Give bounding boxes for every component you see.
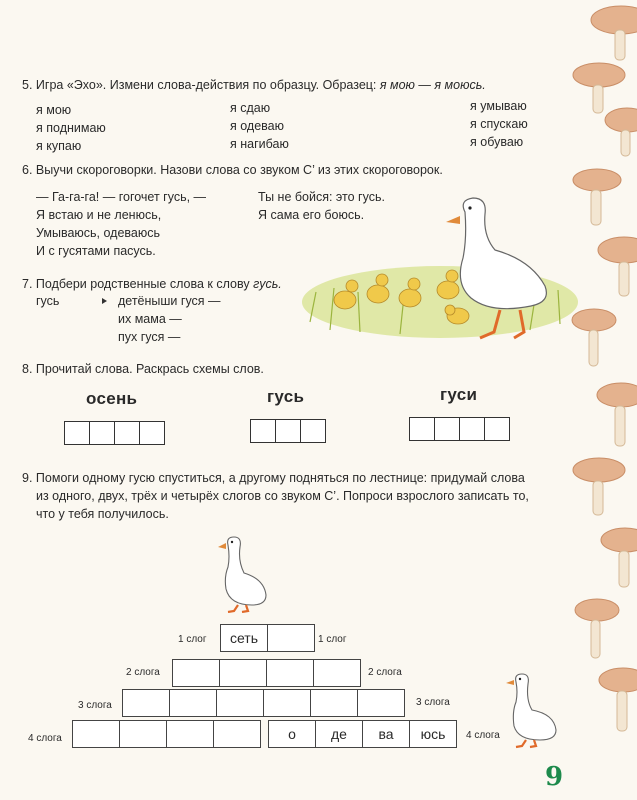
scheme-cell[interactable] xyxy=(276,420,301,442)
label-1-syllable-left: 1 слог xyxy=(178,634,207,645)
task7-base-word: гусь xyxy=(36,294,60,308)
task6-poem2: Ты не бойся: это гусь. Я сама его боюсь. xyxy=(258,190,385,222)
ladder-cell[interactable] xyxy=(219,659,267,687)
goose-top-illustration xyxy=(214,535,270,613)
scheme-cell[interactable] xyxy=(485,418,509,440)
label-4-syllables-right: 4 слога xyxy=(466,730,500,741)
scheme-cell[interactable] xyxy=(410,418,435,440)
scheme-cell[interactable] xyxy=(115,422,140,444)
ladder-cell-syllable[interactable]: де xyxy=(315,720,363,748)
ladder-cell[interactable] xyxy=(213,720,261,748)
label-4-syllables-left: 4 слога xyxy=(28,733,62,744)
ladder-cell[interactable] xyxy=(172,659,220,687)
page-number: 9 xyxy=(545,762,564,792)
task9-heading: 9. Помоги одному гусю спуститься, а другому подняться по лестнице: придумай слова из одного, двух, трёх и четырёх слогов со звуком С’. Попроси взрослого записать то, что у тебя получилось. xyxy=(22,471,529,521)
ladder-cell[interactable] xyxy=(216,689,264,717)
ladder-cell-syllable[interactable]: ва xyxy=(362,720,410,748)
ladder-cell[interactable] xyxy=(72,720,120,748)
ladder-cell[interactable] xyxy=(357,689,405,717)
label-2-syllables-left: 2 слога xyxy=(126,667,160,678)
ladder-cell[interactable] xyxy=(267,624,315,652)
task5-heading: 5. Игра «Эхо». Измени слова-действия по образцу. Образец: я мою — я моюсь. xyxy=(22,78,486,92)
scheme-osen[interactable] xyxy=(64,421,165,445)
task7-heading: 7. Подбери родственные слова к слову гусь. xyxy=(22,277,282,291)
arrow-right-icon xyxy=(102,298,107,304)
task5-col1: я мою я поднимаю я купаю xyxy=(36,103,106,153)
goose-bottom-illustration xyxy=(500,668,562,750)
scheme-cell[interactable] xyxy=(251,420,276,442)
scheme-gusi[interactable] xyxy=(409,417,510,441)
label-2-syllables-right: 2 слога xyxy=(368,667,402,678)
label-3-syllables-left: 3 слога xyxy=(78,700,112,711)
scheme-cell[interactable] xyxy=(140,422,164,444)
task5-col3: я умываю я спускаю я обуваю xyxy=(470,99,528,149)
ladder-cell[interactable] xyxy=(266,659,314,687)
mushroom-border-illustration xyxy=(569,0,637,800)
scheme-cell[interactable] xyxy=(435,418,460,440)
ladder-cell[interactable] xyxy=(263,689,311,717)
ladder-cell[interactable] xyxy=(122,689,170,717)
ladder-cell-syllable[interactable]: юсь xyxy=(409,720,457,748)
task5-col2: я сдаю я одеваю я нагибаю xyxy=(230,101,289,151)
word-gusi: гуси xyxy=(440,385,478,404)
ladder-cell[interactable] xyxy=(166,720,214,748)
scheme-cell[interactable] xyxy=(460,418,485,440)
ladder-cell[interactable] xyxy=(169,689,217,717)
task8-heading: 8. Прочитай слова. Раскрась схемы слов. xyxy=(22,362,264,376)
task7-items: детёныши гуся — их мама — пух гуся — xyxy=(118,294,221,344)
label-3-syllables-right: 3 слога xyxy=(416,697,450,708)
ladder-cell[interactable] xyxy=(119,720,167,748)
task6-heading: 6. Выучи скороговорки. Назови слова со звуком С’ из этих скороговорок. xyxy=(22,163,443,177)
ladder-cell[interactable] xyxy=(310,689,358,717)
ladder-cell-top[interactable]: сеть xyxy=(220,624,268,652)
label-1-syllable-right: 1 слог xyxy=(318,634,347,645)
scheme-gus[interactable] xyxy=(250,419,326,443)
word-gus: гусь xyxy=(267,387,305,406)
task6-poem1: — Га-га-га! — гогочет гусь, — Я встаю и не ленюсь, Умываюсь, одеваюсь И с гусятами пасусь. xyxy=(36,190,207,258)
word-osen: осень xyxy=(86,389,138,408)
scheme-cell[interactable] xyxy=(301,420,325,442)
scheme-cell[interactable] xyxy=(90,422,115,444)
scheme-cell[interactable] xyxy=(65,422,90,444)
ladder-cell-syllable[interactable]: о xyxy=(268,720,316,748)
geese-illustration xyxy=(300,192,582,344)
ladder-cell[interactable] xyxy=(313,659,361,687)
